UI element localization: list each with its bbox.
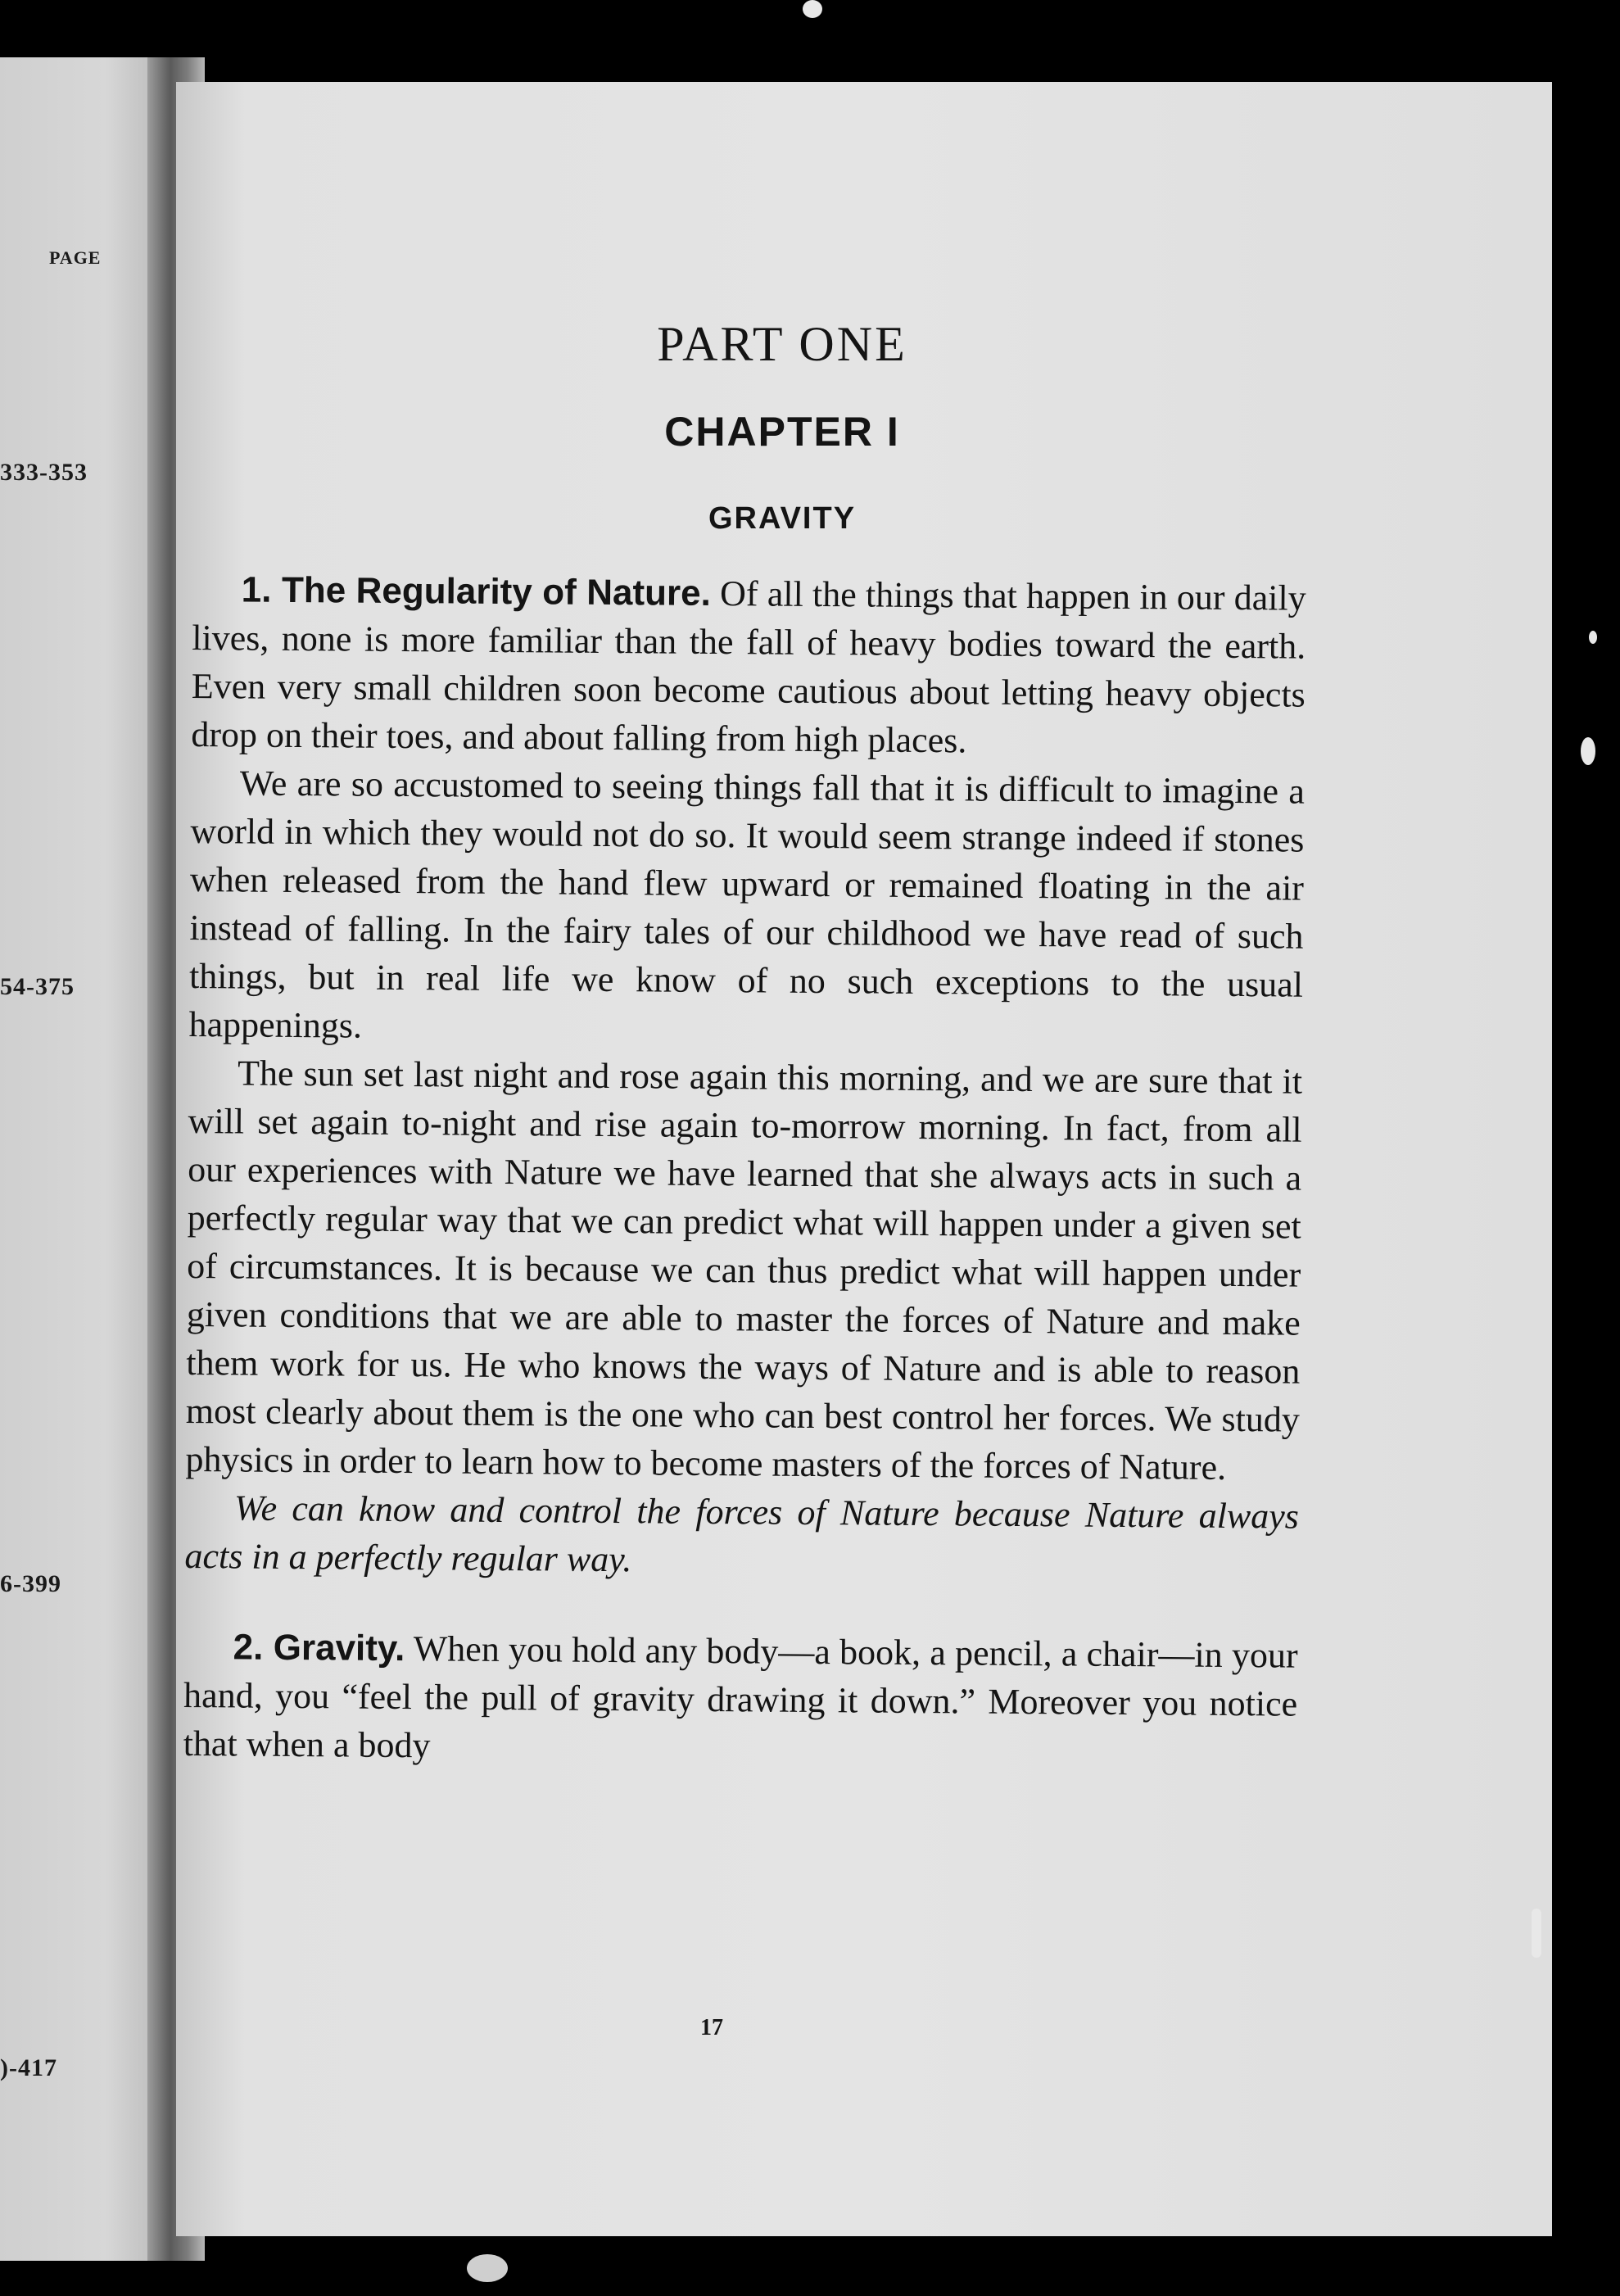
scan-speck xyxy=(467,2254,508,2282)
left-page-range-1: 333-353 xyxy=(0,459,88,486)
right-page xyxy=(176,82,1552,2236)
paragraph-3-text: The sun set last night and rose again this morning, and we are sure that it will set again to-night and rise again to-morrow morning. In fact, from all our experiences with Nature we have learned that she always acts in such a perfectly regular way that we can predict what will happen under a given set of circumstances. It is because we can thus predict what will happen under given conditions that we are able to master the forces of Nature and make them work for us. He who knows the ways of Nature and is able to reason most clearly about them is the one who can best control her forces. We study physics in order to learn how to become masters of the forces of Nature. xyxy=(185,1053,1303,1488)
paragraph-1 xyxy=(191,565,1306,768)
paragraph-1-text: Of all the things that happen in our daily lives, none is more familiar than the fall of heavy bodies toward the earth. Even very small children soon become cautious about letting heavy objects drop on their toes, and about falling from high places. xyxy=(191,573,1306,761)
scan-speck xyxy=(803,0,822,18)
left-page-range-3: 6-399 xyxy=(0,1570,61,1597)
section-2-text: When you hold any body—a book, a pencil, a chair—in your hand, you “feel the pull of gravity drawing it down.” Moreover you notice that when a body xyxy=(183,1628,1298,1766)
paragraph-2 xyxy=(188,759,1305,1057)
left-page-range-4: )-417 xyxy=(0,2054,57,2081)
left-page-range-2: 54-375 xyxy=(0,973,75,1000)
scan-speck xyxy=(1532,1909,1541,1958)
chapter-title: CHAPTER I xyxy=(664,409,900,455)
section-title: GRAVITY xyxy=(708,501,857,536)
section-2-heading: 2. Gravity. xyxy=(233,1627,405,1669)
paragraph-2-text: We are so accustomed to seeing things fall that it is difficult to imagine a world in which they would not do so. It would seem strange indeed if stones when released from the hand flew upward or remained floating in the air instead of falling. In the fairy tales of our childhood we have read of such things, but in real life we know of no such exceptions to the usual happenings. xyxy=(188,763,1306,1046)
part-title: PART ONE xyxy=(657,317,907,371)
left-page-label: PAGE xyxy=(49,247,102,268)
italic-summary: We can know and control the forces of Nature because Nature always acts in a perfectly regular way. xyxy=(184,1488,1300,1580)
body-text xyxy=(183,565,1306,1777)
scan-speck xyxy=(1581,737,1595,765)
scan-speck xyxy=(1589,631,1597,644)
paragraph-3 xyxy=(185,1048,1302,1492)
paragraph-section-2 xyxy=(183,1623,1297,1777)
paragraph-1-heading: 1. The Regularity of Nature. xyxy=(241,569,712,614)
page-number: 17 xyxy=(700,2015,723,2040)
